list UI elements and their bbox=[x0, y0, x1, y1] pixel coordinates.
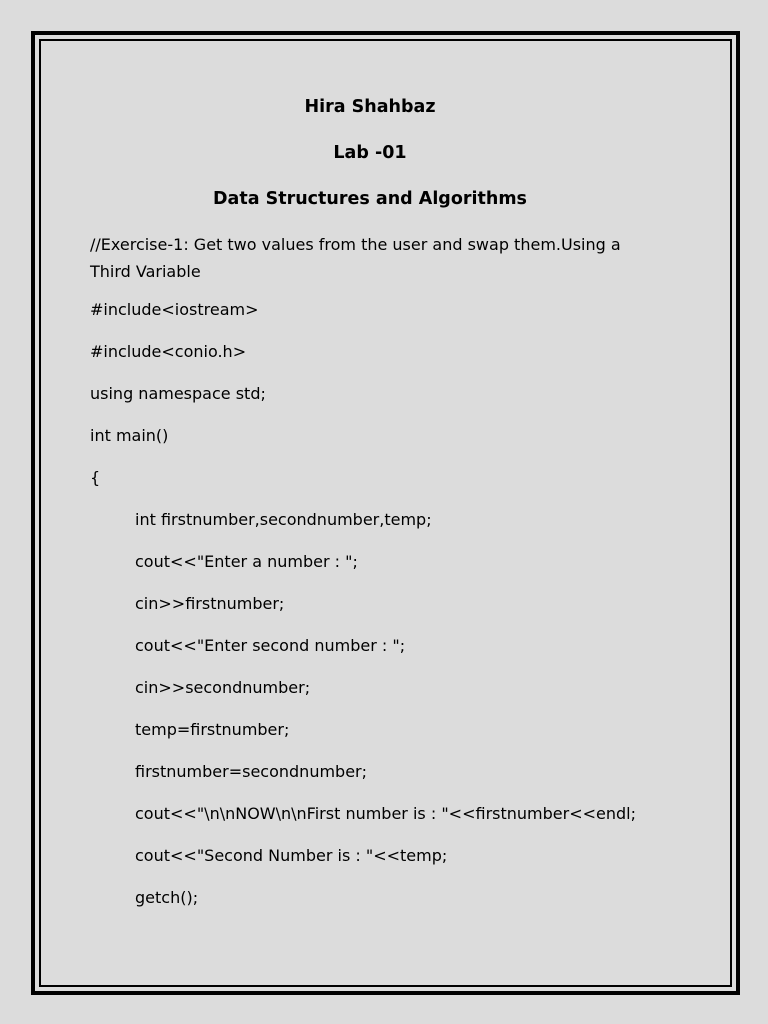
code-line: cout<<"Second Number is : "<<temp; bbox=[135, 846, 448, 865]
code-line: #include<iostream> bbox=[90, 300, 259, 319]
code-line: int firstnumber,secondnumber,temp; bbox=[135, 510, 432, 529]
course-title: Data Structures and Algorithms bbox=[213, 189, 527, 209]
document-content bbox=[90, 94, 650, 930]
code-line: cout<<"\n\nNOW\n\nFirst number is : "<<firstnumber<<endl; bbox=[135, 804, 636, 823]
author-name: Hira Shahbaz bbox=[304, 97, 436, 117]
code-block bbox=[90, 300, 650, 908]
code-line: firstnumber=secondnumber; bbox=[135, 762, 368, 781]
code-line: { bbox=[90, 468, 101, 487]
exercise-comment: //Exercise-1: Get two values from the user and swap them.Using a Third Variable bbox=[90, 235, 621, 281]
code-line: cin>>firstnumber; bbox=[135, 594, 285, 613]
code-line: cin>>secondnumber; bbox=[135, 678, 311, 697]
code-line: #include<conio.h> bbox=[90, 342, 247, 361]
code-line: getch(); bbox=[135, 888, 199, 907]
code-line: int main() bbox=[90, 426, 169, 445]
code-line: temp=firstnumber; bbox=[135, 720, 290, 739]
code-line: cout<<"Enter a number : "; bbox=[135, 552, 358, 571]
code-line: using namespace std; bbox=[90, 384, 266, 403]
lab-title: Lab -01 bbox=[333, 143, 407, 163]
code-line: cout<<"Enter second number : "; bbox=[135, 636, 406, 655]
